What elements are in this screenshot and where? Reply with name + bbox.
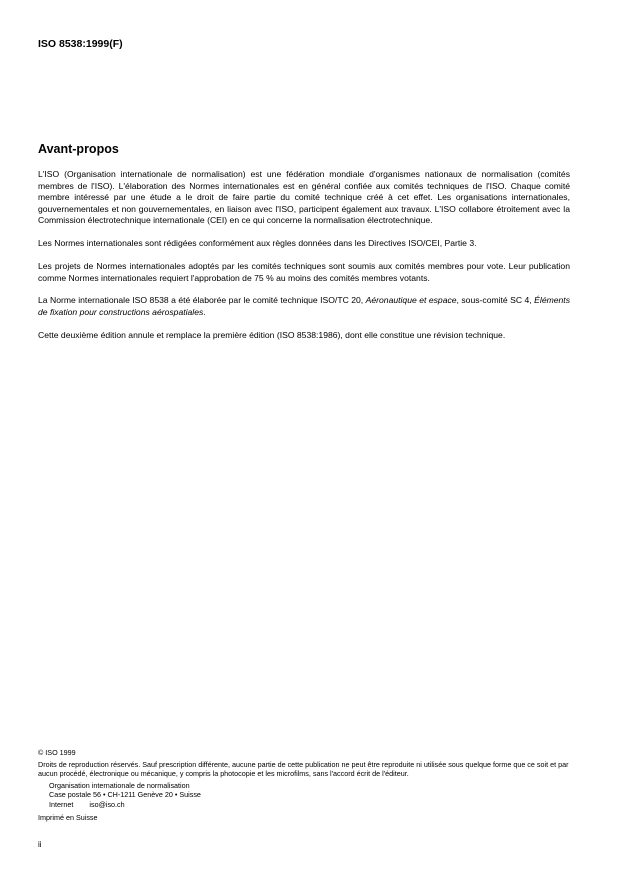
section-title: Avant-propos xyxy=(38,142,119,156)
paragraph-voting: Les projets de Normes internationales adoptés par les comités techniques sont soumis aux comités membres pour vote. Leur publication comme Normes internationales requiert l'approbation de 75 % au moins des comités membres votants. xyxy=(38,260,570,283)
paragraph-edition: Cette deuxième édition annule et remplace la première édition (ISO 8538:1986), dont elle constitue une révision technique. xyxy=(38,329,506,340)
printed-in: Imprimé en Suisse xyxy=(38,812,98,822)
copyright-footer xyxy=(38,748,578,822)
committee-name: Aéronautique et espace xyxy=(365,295,457,306)
foreword-body xyxy=(38,169,570,352)
committee-text-2: , sous-comité SC 4, xyxy=(456,295,535,306)
postal-address: Case postale 56 • CH-1211 Genève 20 • Suisse xyxy=(49,790,201,800)
document-id-header: ISO 8538:1999(F) xyxy=(38,38,123,50)
internet-email: iso@iso.ch xyxy=(89,799,125,809)
paragraph-committee xyxy=(38,295,570,318)
copyright-line: © ISO 1999 xyxy=(38,748,76,757)
internet-label: Internet xyxy=(49,799,74,809)
page-number: ii xyxy=(38,840,42,849)
committee-text-3: . xyxy=(203,306,206,317)
paragraph-iso-description: L'ISO (Organisation internationale de normalisation) est une fédération mondiale d'organismes nationaux de normalisation (comités membres de l'ISO). L'élaboration des Normes internationales est en général confiée aux comités techniques de l'ISO. Chaque comité membre intéressé par une étude a le droit de faire partie du comité technique créé à cet effet. Les organisations internationales, gouvernementales et non gouvernementales, en liaison avec l'ISO, participent également aux travaux. L'ISO collabore étroitement avec la Commission électrotechnique internationale (CEI) en ce qui concerne la normalisation électrotechnique. xyxy=(38,169,570,226)
subcommittee-name: Éléments de fixation pour constructions aérospatiales xyxy=(38,295,570,317)
paragraph-directives: Les Normes internationales sont rédigées conformément aux règles données dans les Directives ISO/CEI, Partie 3. xyxy=(38,238,477,249)
address-block xyxy=(49,781,578,810)
committee-text-1: La Norme internationale ISO 8538 a été élaborée par le comité technique ISO/TC 20, xyxy=(38,295,366,306)
rights-notice: Droits de reproduction réservés. Sauf prescription différente, aucune partie de cette publication ne peut être reproduite ni utilisée sous quelque forme que ce soit et par aucun procédé, électronique ou mécanique, y compris la photocopie et les microfilms, sans l'accord écrit de l'éditeur. xyxy=(38,759,569,779)
org-name: Organisation internationale de normalisation xyxy=(49,780,190,790)
internet-line xyxy=(49,800,578,810)
